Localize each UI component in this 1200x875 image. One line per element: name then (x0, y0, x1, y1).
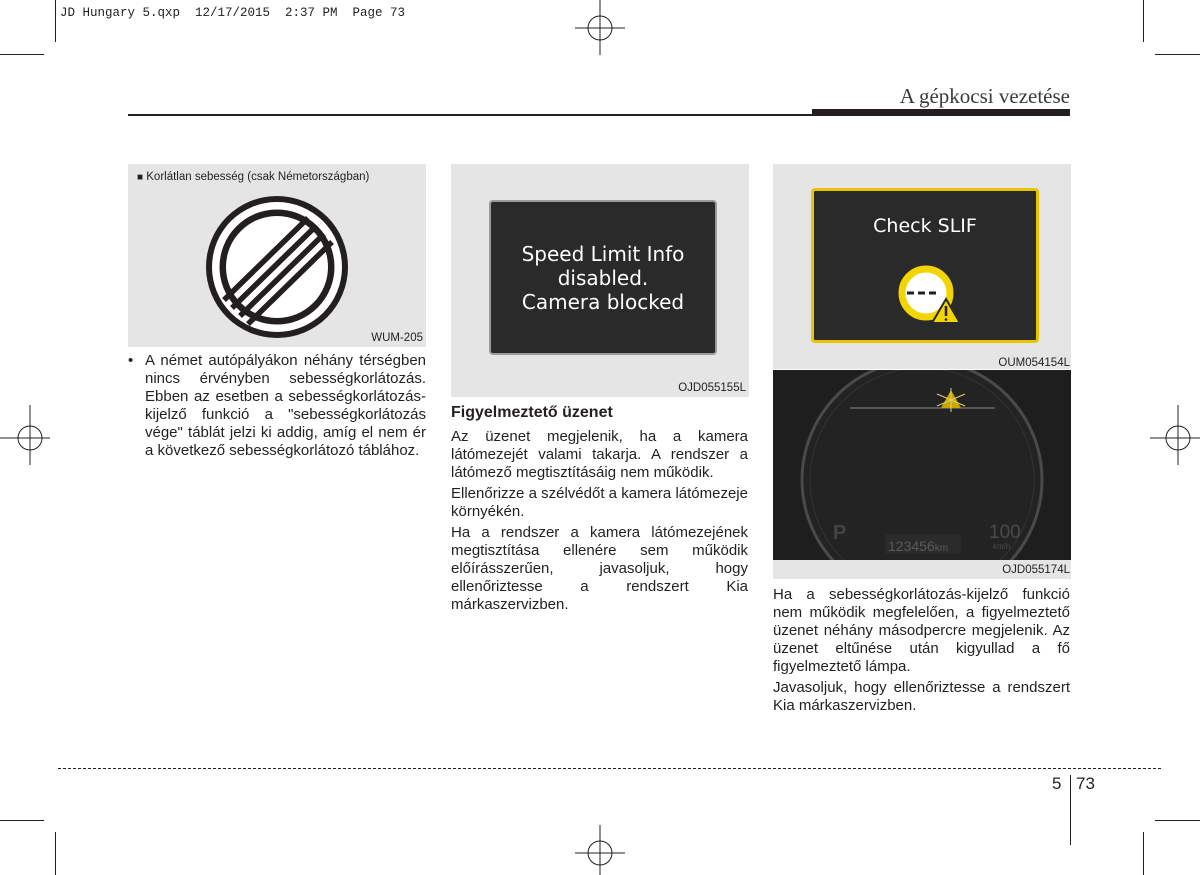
paragraph: Ha a sebességkorlátozás-kijelző funkció nem működik megfelelően, a figyelmeztető üzenet néhány másodpercre megjelenik. Az üzenet eltűnése után kigyullad a fő figyelmeztető lámpa. (773, 586, 1070, 675)
cluster-photo (773, 370, 1071, 560)
figure-unlimited-speed (128, 164, 426, 347)
registration-mark-bottom (570, 820, 630, 875)
chapter-number: 5 (1052, 774, 1062, 793)
figure-code: WUM-205 (371, 332, 423, 344)
figure-camera-blocked (451, 164, 749, 397)
gear-indicator: P (833, 522, 847, 544)
bullet-paragraph: • A német autópályákon néhány térségben nincs érvényben sebességkorlátozás. Ebben az esetben a sebességkorlátozás-kijelző funkció a "sebességkorlátozás vége" táblát jelzi ki addig, amíg el nem ér a következő sebességkorlátozó táblához. (128, 352, 426, 459)
print-header: JD Hungary 5.qxp 12/17/2015 2:37 PM Page 73 (60, 6, 406, 20)
paragraph: Ha a rendszer a kamera látómezejének megtisztítása ellenére sem működik előírásszerűen, javasoljuk, hogy ellenőriztesse a rendszert Kia márkaszervizben. (451, 524, 748, 613)
header-rule-thick (812, 109, 1070, 116)
figure-code: OJD055155L (678, 382, 746, 394)
display-line: Speed Limit Info (521, 242, 685, 266)
figure-code: OJD055174L (1002, 564, 1070, 576)
speed-unit: km/h (993, 542, 1011, 551)
end-of-speed-limit-sign-icon (204, 194, 350, 340)
figure-code: OUM054154L (998, 357, 1070, 369)
figure-caption: ■ Korlátlan sebesség (csak Németországban) (137, 171, 370, 183)
slif-warning-icon (894, 261, 974, 326)
bullet-dot: • (128, 352, 134, 369)
display-line: disabled. (557, 266, 649, 290)
display-line: Camera blocked (521, 290, 685, 314)
registration-mark-left (0, 405, 50, 465)
cluster-display (489, 200, 717, 355)
figure-code-strip (773, 560, 1071, 579)
body-text (773, 586, 1070, 718)
display-text: Check SLIF (873, 215, 977, 237)
figure-check-slif (773, 164, 1071, 369)
page-number: 73 (1076, 774, 1095, 793)
paragraph: Ellenőrizze a szélvédőt a kamera látómezeje környékén. (451, 485, 748, 520)
section-heading: Figyelmeztető üzenet (451, 404, 613, 421)
registration-mark-top (570, 0, 630, 60)
odometer: 123456km (888, 538, 949, 554)
footer-dashed-rule (58, 768, 1161, 769)
paragraph: Javasoljuk, hogy ellenőriztesse a rendszert Kia márkaszervizben. (773, 679, 1070, 714)
body-text (451, 428, 748, 617)
square-bullet-icon: ■ (137, 172, 144, 183)
registration-mark-right (1150, 405, 1200, 465)
header-rule (128, 114, 813, 116)
cluster-display (811, 188, 1039, 343)
cluster-gauge-outline (773, 370, 1071, 560)
running-head: A gépkocsi vezetése (899, 84, 1070, 108)
paragraph: Az üzenet megjelenik, ha a kamera látómezejét valami takarja. A rendszer a látómező megtisztításáig nem működik. (451, 428, 748, 481)
speed-readout: 100 (989, 522, 1021, 543)
